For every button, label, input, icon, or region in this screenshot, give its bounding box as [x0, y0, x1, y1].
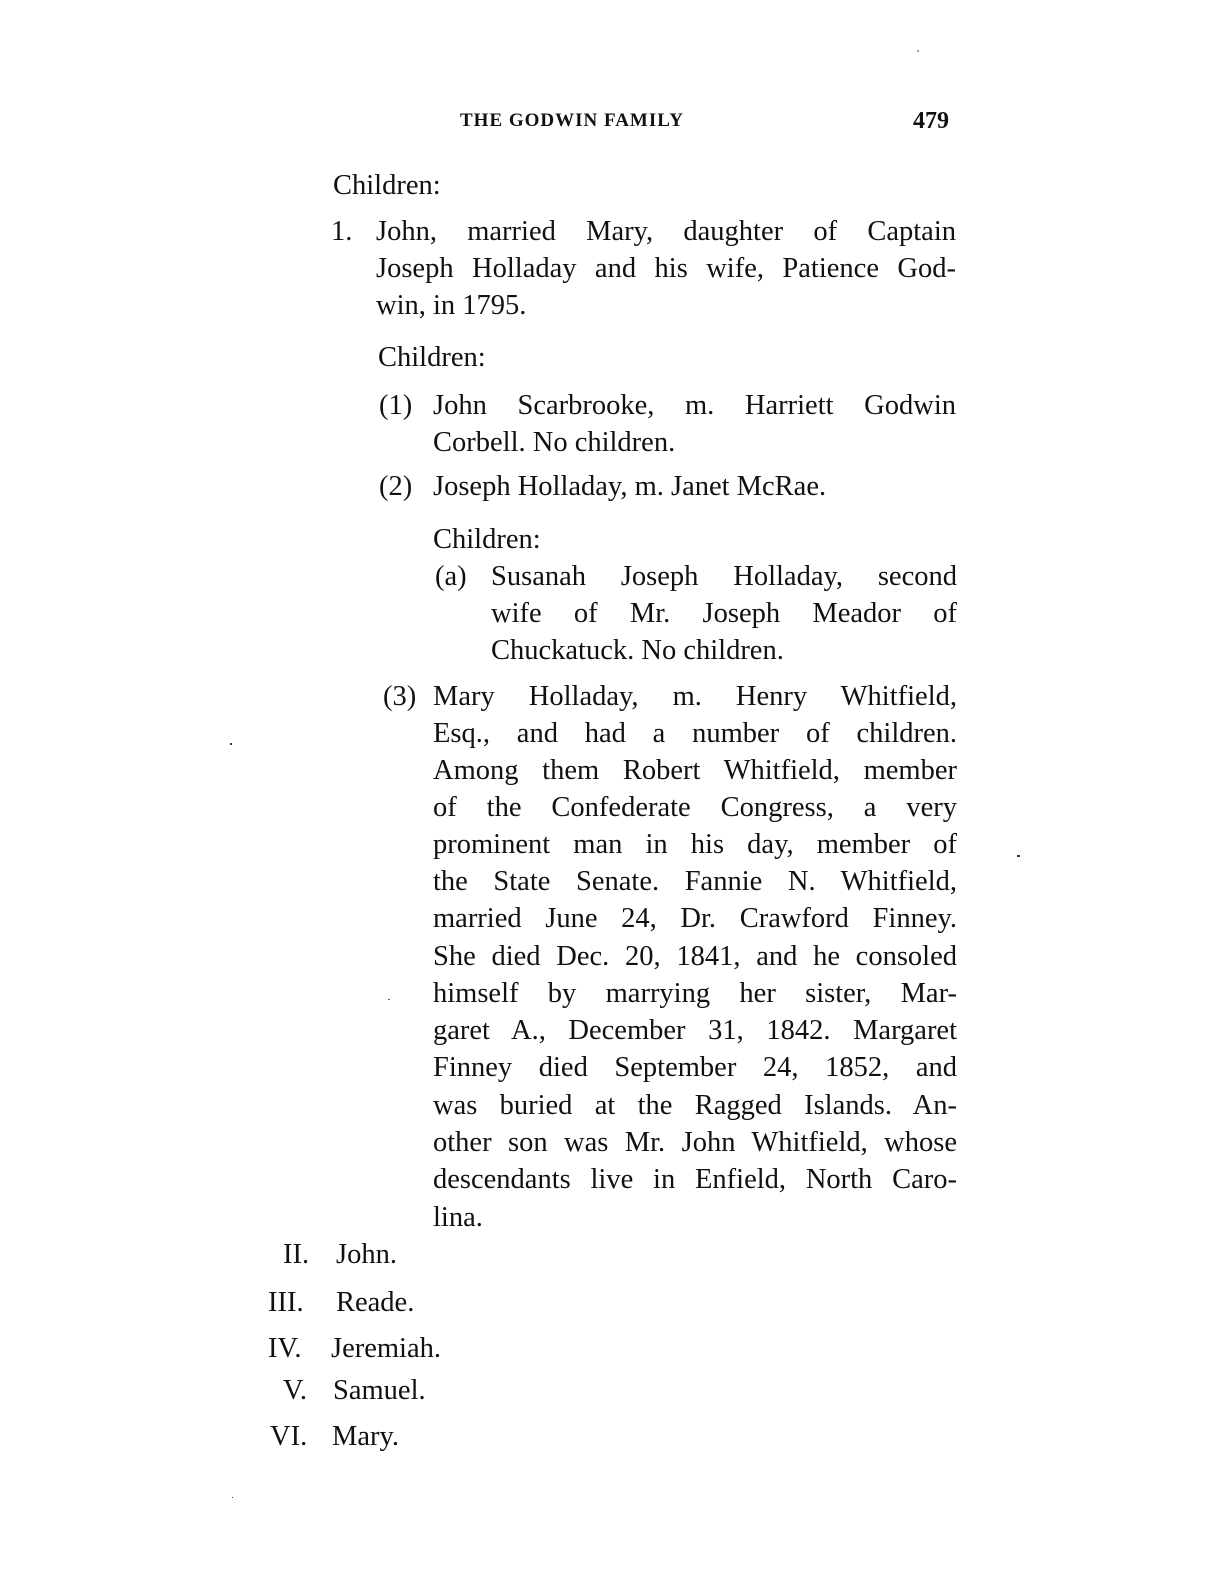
sub-sub-item-text-line: wife of Mr. Joseph Meador of — [491, 598, 957, 629]
sub-item-text-line: the State Senate. Fannie N. Whitfield, — [433, 866, 957, 897]
item-text-line: Joseph Holladay and his wife, Patience God- — [376, 253, 956, 284]
children-heading: Children: — [378, 342, 486, 373]
sub-item-text-line: Esq., and had a number of children. — [433, 718, 957, 749]
sub-item-text-line: garet A., December 31, 1842. Margaret — [433, 1015, 957, 1046]
children-heading: Children: — [433, 524, 541, 555]
roman-numeral: II. — [283, 1239, 310, 1270]
sub-sub-item-text-line: Susanah Joseph Holladay, second — [491, 561, 957, 592]
roman-numeral: IV. — [268, 1333, 302, 1364]
sub-item-text-line: descendants live in Enfield, North Caro- — [433, 1164, 957, 1195]
sub-item-text-line: Finney died September 24, 1852, and — [433, 1052, 957, 1083]
sub-item-text-line: was buried at the Ragged Islands. An- — [433, 1090, 957, 1121]
running-head-title: THE GODWIN FAMILY — [460, 110, 684, 131]
page-number: 479 — [913, 108, 949, 134]
sub-item-number: (3) — [383, 681, 417, 712]
sub-item-text-line: Corbell. No children. — [433, 427, 676, 458]
sub-item-text-line: lina. — [433, 1202, 483, 1233]
sub-item-text-line: married June 24, Dr. Crawford Finney. — [433, 903, 957, 934]
roman-numeral: VI. — [270, 1421, 308, 1452]
scan-speck — [1017, 855, 1020, 857]
roman-numeral: III. — [268, 1287, 304, 1318]
sub-item-text-line: Mary Holladay, m. Henry Whitfield, — [433, 681, 957, 712]
sub-item-text-line: Among them Robert Whitfield, member — [433, 755, 957, 786]
sub-sub-item-number: (a) — [435, 561, 467, 592]
roman-list-name: Reade. — [336, 1287, 415, 1318]
sub-item-text-line: prominent man in his day, member of — [433, 829, 957, 860]
scan-speck — [232, 1497, 233, 1498]
roman-list-name: Mary. — [332, 1421, 400, 1452]
item-number: 1. — [331, 216, 353, 247]
sub-item-text-line: John Scarbrooke, m. Harriett Godwin — [433, 390, 956, 421]
sub-sub-item-text-line: Chuckatuck. No children. — [491, 635, 784, 666]
sub-item-text-line: other son was Mr. John Whitfield, whose — [433, 1127, 957, 1158]
roman-list-name: John. — [336, 1239, 397, 1270]
item-text-line: win, in 1795. — [376, 290, 527, 321]
scan-speck — [917, 50, 919, 52]
roman-list-name: Samuel. — [333, 1375, 426, 1406]
children-heading: Children: — [333, 170, 441, 201]
sub-item-text-line: She died Dec. 20, 1841, and he consoled — [433, 941, 957, 972]
roman-list-name: Jeremiah. — [331, 1333, 441, 1364]
scan-speck — [230, 743, 232, 745]
sub-item-number: (1) — [379, 390, 413, 421]
sub-item-text-line: Joseph Holladay, m. Janet McRae. — [433, 471, 827, 502]
roman-numeral: V. — [283, 1375, 308, 1406]
scan-speck — [388, 999, 390, 1000]
item-text-line: John, married Mary, daughter of Captain — [376, 216, 956, 247]
sub-item-text-line: himself by marrying her sister, Mar- — [433, 978, 957, 1009]
sub-item-number: (2) — [379, 471, 413, 502]
sub-item-text-line: of the Confederate Congress, a very — [433, 792, 957, 823]
